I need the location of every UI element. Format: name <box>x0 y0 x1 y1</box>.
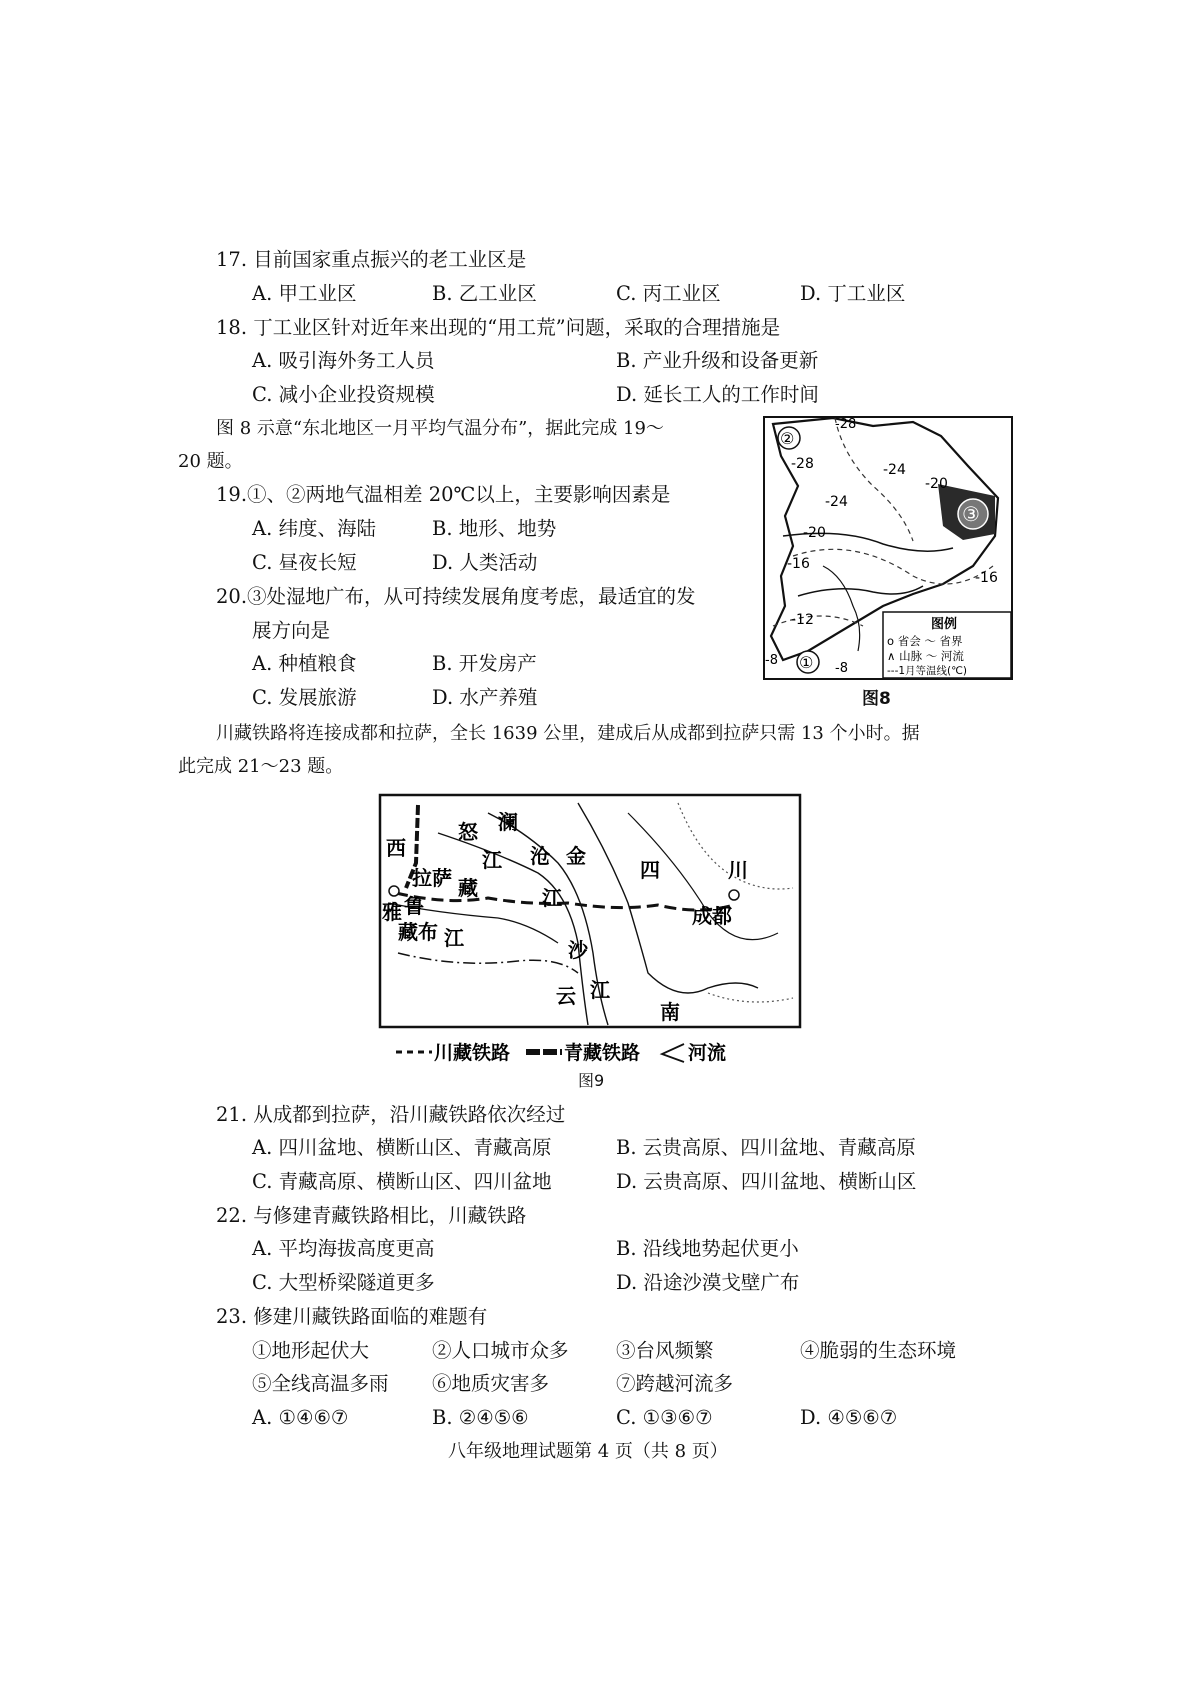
q18-option-c: C. 减小企业投资规模 <box>252 383 435 406</box>
isotherm-label: -20 <box>925 476 948 492</box>
q22-option-c: C. 大型桥梁隧道更多 <box>252 1271 435 1294</box>
label-jiang-cang: 江 <box>542 886 562 910</box>
label-nan: 南 <box>660 1000 680 1024</box>
q23-option-d: D. ④⑤⑥⑦ <box>800 1406 898 1429</box>
isotherm-label: -12 <box>791 612 814 628</box>
legend-river-symbol <box>662 1044 684 1062</box>
isotherm-label: -8 <box>765 653 778 668</box>
q23-item-7: ⑦跨越河流多 <box>616 1372 734 1395</box>
label-zang: 藏 <box>458 876 478 900</box>
label-lu: 鲁 <box>404 894 424 918</box>
q23-option-c: C. ①③⑥⑦ <box>616 1406 713 1429</box>
q19-option-b: B. 地形、地势 <box>432 517 557 540</box>
q23-item-6: ⑥地质灾害多 <box>432 1372 550 1395</box>
q17-option-a: A. 甲工业区 <box>252 282 357 305</box>
q18-option-b: B. 产业升级和设备更新 <box>616 349 819 372</box>
legend-river-label: 河流 <box>688 1042 727 1064</box>
q22-option-d: D. 沿途沙漠戈壁广布 <box>616 1271 800 1294</box>
label-jiang-yarlung: 江 <box>444 926 464 950</box>
label-ya: 雅 <box>382 900 402 924</box>
q23-option-a: A. ①④⑥⑦ <box>252 1406 349 1429</box>
q20-stem-line1: 20.③处湿地广布，从可持续发展角度考虑，最适宜的发 <box>216 585 696 608</box>
figure-9-map <box>378 793 802 1031</box>
q20-option-b: B. 开发房产 <box>432 652 537 675</box>
chengdu-dot <box>729 890 739 900</box>
q21-stem: 21. 从成都到拉萨，沿川藏铁路依次经过 <box>216 1103 566 1126</box>
q18-option-d: D. 延长工人的工作时间 <box>616 383 819 406</box>
label-cang: 沧 <box>530 844 550 868</box>
figure-9-legend <box>392 1038 792 1066</box>
q17-stem: 17. 目前国家重点振兴的老工业区是 <box>216 248 527 271</box>
intro9-line2: 此完成 21～23 题。 <box>178 756 344 777</box>
isotherm-label: -28 <box>791 456 814 472</box>
marker-3: ③ <box>962 502 980 526</box>
q19-option-a: A. 纬度、海陆 <box>252 517 376 540</box>
q21-option-c: C. 青藏高原、横断山区、四川盆地 <box>252 1170 552 1193</box>
page-footer: 八年级地理试题第 4 页（共 8 页） <box>448 1441 728 1462</box>
legend-row-capital-border: o 省会 〜 省界 <box>887 634 963 648</box>
lhasa-dot <box>389 886 399 896</box>
marker-2: ② <box>780 429 795 448</box>
q21-option-a: A. 四川盆地、横断山区、青藏高原 <box>252 1136 552 1159</box>
q17-option-d: D. 丁工业区 <box>800 282 906 305</box>
q23-item-5: ⑤全线高温多雨 <box>252 1372 389 1395</box>
q22-option-b: B. 沿线地势起伏更小 <box>616 1237 799 1260</box>
intro8-line2: 20 题。 <box>178 451 243 472</box>
label-yun: 云 <box>556 984 576 1008</box>
label-sha: 沙 <box>568 938 588 962</box>
isotherm-label: -20 <box>803 525 826 541</box>
legend-row-mountain-river: ∧ 山脉 〜 河流 <box>887 649 964 663</box>
q23-item-2: ②人口城市众多 <box>432 1339 569 1362</box>
q17-option-c: C. 丙工业区 <box>616 282 721 305</box>
legend-qinghai-tibet-label: 青藏铁路 <box>564 1042 641 1064</box>
intro9-line1: 川藏铁路将连接成都和拉萨，全长 1639 公里，建成后从成都到拉萨只需 13 个小时。据 <box>216 723 920 744</box>
q17-option-b: B. 乙工业区 <box>432 282 537 305</box>
figure-8-map <box>763 416 1013 680</box>
legend-sichuan-tibet-label: 川藏铁路 <box>434 1042 511 1064</box>
isotherm-label: -16 <box>975 570 998 586</box>
label-nu: 怒 <box>458 820 478 844</box>
q20-option-d: D. 水产养殖 <box>432 686 538 709</box>
label-jiang-jinsha: 江 <box>590 978 610 1002</box>
isotherm-label: -28 <box>835 417 857 432</box>
q18-stem: 18. 丁工业区针对近年来出现的“用工荒”问题，采取的合理措施是 <box>216 316 781 339</box>
isotherm-label: -16 <box>787 556 810 572</box>
label-jiang-nu: 江 <box>482 848 502 872</box>
q23-option-b: B. ②④⑤⑥ <box>432 1406 529 1429</box>
q23-item-3: ③台风频繁 <box>616 1339 714 1362</box>
q23-item-1: ①地形起伏大 <box>252 1339 370 1362</box>
q23-item-4: ④脆弱的生态环境 <box>800 1339 957 1362</box>
q20-stem-line2: 展方向是 <box>252 619 331 642</box>
isotherm-label: -8 <box>835 661 848 676</box>
isotherm-label: -24 <box>883 462 906 478</box>
figure-9-caption: 图9 <box>578 1071 605 1090</box>
label-chuan: 川 <box>728 858 748 882</box>
figure-8-caption: 图8 <box>862 689 891 709</box>
label-zangbu: 藏布 <box>398 920 438 944</box>
q23-stem: 23. 修建川藏铁路面临的难题有 <box>216 1305 488 1328</box>
legend-title: 图例 <box>931 617 958 632</box>
label-chengdu: 成都 <box>692 904 732 928</box>
q20-option-c: C. 发展旅游 <box>252 686 357 709</box>
q19-stem: 19.①、②两地气温相差 20℃以上，主要影响因素是 <box>216 483 671 506</box>
q19-option-d: D. 人类活动 <box>432 551 538 574</box>
label-xi: 西 <box>386 836 406 860</box>
q18-option-a: A. 吸引海外务工人员 <box>252 349 435 372</box>
label-si: 四 <box>640 858 660 882</box>
intro8-line1: 图 8 示意“东北地区一月平均气温分布”，据此完成 19～ <box>216 418 664 439</box>
q22-option-a: A. 平均海拔高度更高 <box>252 1237 435 1260</box>
q19-option-c: C. 昼夜长短 <box>252 551 357 574</box>
q21-option-b: B. 云贵高原、四川盆地、青藏高原 <box>616 1136 916 1159</box>
label-lasa: 拉萨 <box>412 866 452 890</box>
q21-option-d: D. 云贵高原、四川盆地、横断山区 <box>616 1170 917 1193</box>
legend-row-isotherm: ---1月等温线(℃) <box>887 665 968 677</box>
label-lan: 澜 <box>498 810 518 834</box>
q20-option-a: A. 种植粮食 <box>252 652 357 675</box>
marker-1: ① <box>799 653 814 672</box>
label-jin: 金 <box>566 844 586 868</box>
q22-stem: 22. 与修建青藏铁路相比，川藏铁路 <box>216 1204 527 1227</box>
isotherm-label: -24 <box>825 494 848 510</box>
